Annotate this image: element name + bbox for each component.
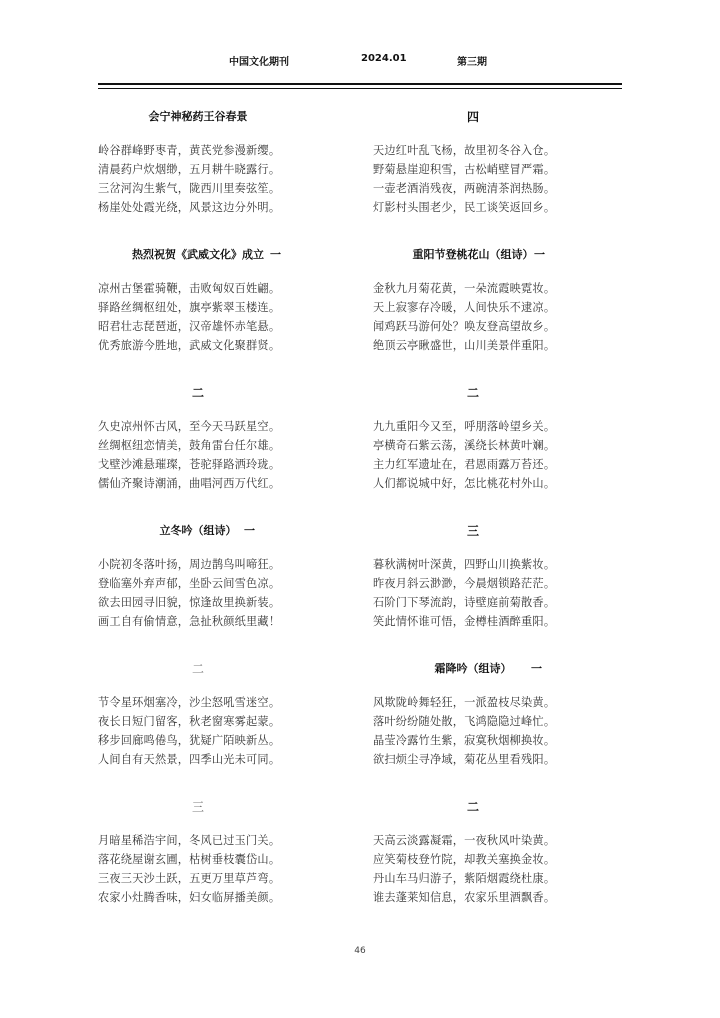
poem-line: 久史凉州怀古风，至今天马跃星空。 xyxy=(98,420,281,433)
poem-line: 谁去蓬莱知信息，农家乐里酒飘香。 xyxy=(373,891,556,904)
poem-line: 天上寂寥存冷暖，人间快乐不逮凉。 xyxy=(373,301,556,314)
poem-line: 优秀旅游今胜地，武威文化聚群贤。 xyxy=(98,339,281,352)
poem-line: 闻鸡跃马游何处？唤友登高望故乡。 xyxy=(373,320,556,333)
poem xyxy=(373,655,573,769)
poem xyxy=(373,793,573,907)
running-header xyxy=(0,53,720,69)
series-number: 一 xyxy=(244,524,255,537)
poem-line: 丹山车马归游子，紫陌烟霞绕杜康。 xyxy=(373,872,556,885)
poem-line: 小院初冬落叶扬，周边鹊鸟叫啼狂。 xyxy=(98,558,281,571)
poem-title: 重阳节登桃花山（组诗） 一 xyxy=(373,241,573,269)
poem-title: 立冬吟（组诗） 一 xyxy=(98,517,298,545)
poem-line: 昨夜月斜云渺渺，今晨烟锁路茫茫。 xyxy=(373,577,556,590)
poem-line: 主力红军遗址在，君恩雨露万苔还。 xyxy=(373,458,556,471)
poem-title: 热烈祝贺《武威文化》成立 一 xyxy=(98,241,298,269)
poem xyxy=(373,379,573,493)
poem xyxy=(98,241,298,355)
poem-line: 天边红叶乱飞杨，故里初冬谷入仓。 xyxy=(373,144,556,157)
poem-line: 绝顶云亭瞅盛世，山川美景伴重阳。 xyxy=(373,339,556,352)
poem xyxy=(98,793,298,907)
poem-line: 三岔河沟生紫气，陇西川里奏弦笙。 xyxy=(98,182,281,195)
poem-line: 移步回廊鸣倦鸟，犹疑广陌映新丛。 xyxy=(98,734,281,747)
poem-line: 节令星环烟塞冷，沙尘怒吼雪迷空。 xyxy=(98,696,281,709)
poem-lines xyxy=(373,831,573,907)
left-column xyxy=(98,103,298,907)
page-number: 46 xyxy=(354,946,366,956)
poem-line: 登临塞外弃声郁，坐卧云间雪色凉。 xyxy=(98,577,281,590)
journal-name: 中国文化期刊 xyxy=(229,57,289,68)
poem-lines xyxy=(98,555,298,631)
poem-line: 驿路丝绸枢纽处，旗亭紫翠玉楼连。 xyxy=(98,301,281,314)
series-number: 一 xyxy=(534,248,545,261)
poem-lines xyxy=(373,555,573,631)
poem xyxy=(98,379,298,493)
poem-line: 野菊悬崖迎积雪，古松峭壁冒严霜。 xyxy=(373,163,556,176)
poem-title: 二 xyxy=(191,662,204,676)
poem-title: 会宁神秘药王谷春景 xyxy=(148,110,248,123)
poem-line: 欲去田园寻旧貌，惊逢故里换新装。 xyxy=(98,596,281,609)
poem-line: 丝绸枢纽恋情美，鼓角雷台任尔雄。 xyxy=(98,439,281,452)
poem xyxy=(98,517,298,631)
poem-lines xyxy=(373,693,573,769)
poem-lines xyxy=(98,279,298,355)
poem-line: 欲扫烦尘寻净域，菊花丛里看残阳。 xyxy=(373,753,556,766)
poem-line: 月暗星稀浩宇间，冬风已过玉门关。 xyxy=(98,834,281,847)
poem-line: 昭君壮志琵琶逝，汉帝雄怀赤笔悬。 xyxy=(98,320,281,333)
poem-title: 三 xyxy=(191,800,204,814)
poem-line: 戈壁沙滩悬璀璨，苍驼驿路洒玲珑。 xyxy=(98,458,281,471)
poem-line: 灯影村头围老少，民工谈笑返回乡。 xyxy=(373,201,556,214)
poem-title: 二 xyxy=(466,800,479,814)
poem-line: 石阶门下琴流韵，诗壁庭前菊散香。 xyxy=(373,596,556,609)
header-rule-thick xyxy=(98,83,622,85)
poem-line: 人们都说城中好，怎比桃花村外山。 xyxy=(373,477,556,490)
poem-line: 落花绕屋谢玄圃，枯树垂枝囊岱山。 xyxy=(98,853,281,866)
poem-title: 二 xyxy=(466,386,479,400)
poem-title: 霜降吟（组诗） 一 xyxy=(373,655,573,683)
poem-line: 三夜三天沙土跃，五更万里草芦弯。 xyxy=(98,872,281,885)
poem xyxy=(98,655,298,769)
poem-title: 三 xyxy=(466,524,479,538)
poem-line: 晶莹冷露竹生紫，寂寞秋烟柳换妆。 xyxy=(373,734,556,747)
poem-lines xyxy=(373,279,573,355)
series-number: 一 xyxy=(531,662,542,675)
poem xyxy=(373,517,573,631)
poem-line: 农家小灶腾香味，妇女临屏播美颜。 xyxy=(98,891,281,904)
poem xyxy=(373,103,573,217)
poem xyxy=(98,103,298,217)
poem-line: 一壶老酒消残夜，两碗清茶润热肠。 xyxy=(373,182,556,195)
poem-lines xyxy=(373,141,573,217)
right-column xyxy=(373,103,573,907)
poem-line: 清晨药户炊烟缈，五月耕牛晓露行。 xyxy=(98,163,281,176)
poem-line: 岭谷群峰野枣青，黄芪党参漫新缨。 xyxy=(98,144,281,157)
poem-lines xyxy=(98,831,298,907)
poem-line: 画工自有偷情意，急扯秋颜纸里藏！ xyxy=(98,615,281,628)
header-rule-thin xyxy=(98,88,622,89)
poem-line: 暮秋满树叶深黄，四野山川换紫妆。 xyxy=(373,558,556,571)
poem-line: 儒仙齐聚诗潮涌，曲唱河西万代红。 xyxy=(98,477,281,490)
issue-number: 第三期 xyxy=(457,57,487,68)
poem-line: 笑此情怀谁可悟，金樽桂酒醉重阳。 xyxy=(373,615,556,628)
poem-lines xyxy=(98,417,298,493)
poem-line: 落叶纷纷随处散，飞鸿隐隐过峰忙。 xyxy=(373,715,556,728)
poem-lines xyxy=(98,141,298,217)
poem-line: 人间自有天然景，四季山光未可同。 xyxy=(98,753,281,766)
poem-line: 金秋九月菊花黄，一朵流霞映霓妆。 xyxy=(373,282,556,295)
poem-line: 应笑菊枝登竹院，却教关塞换金妆。 xyxy=(373,853,556,866)
poem xyxy=(373,241,573,355)
poem-line: 亭横奇石紫云荡，溪绕长林黄叶斓。 xyxy=(373,439,556,452)
poem-line: 杨崖处处霞光绕，风景这边分外明。 xyxy=(98,201,281,214)
poem-line: 夜长日短门留客，秋老窗寒雾起蒙。 xyxy=(98,715,281,728)
poem-line: 天高云淡露凝霜，一夜秋风叶染黄。 xyxy=(373,834,556,847)
poem-title: 二 xyxy=(191,386,204,400)
poem-line: 风欺陇岭舞轻狂，一派盈枝尽染黄。 xyxy=(373,696,556,709)
issue-date: 2024.01 xyxy=(361,53,407,64)
poem-title: 四 xyxy=(466,110,479,124)
poem-line: 九九重阳今又至，呼朋落岭望乡关。 xyxy=(373,420,556,433)
poem-lines xyxy=(373,417,573,493)
poem-line: 凉州古堡霍骑鞭，击败匈奴百姓翩。 xyxy=(98,282,281,295)
series-number: 一 xyxy=(270,248,281,261)
poem-lines xyxy=(98,693,298,769)
